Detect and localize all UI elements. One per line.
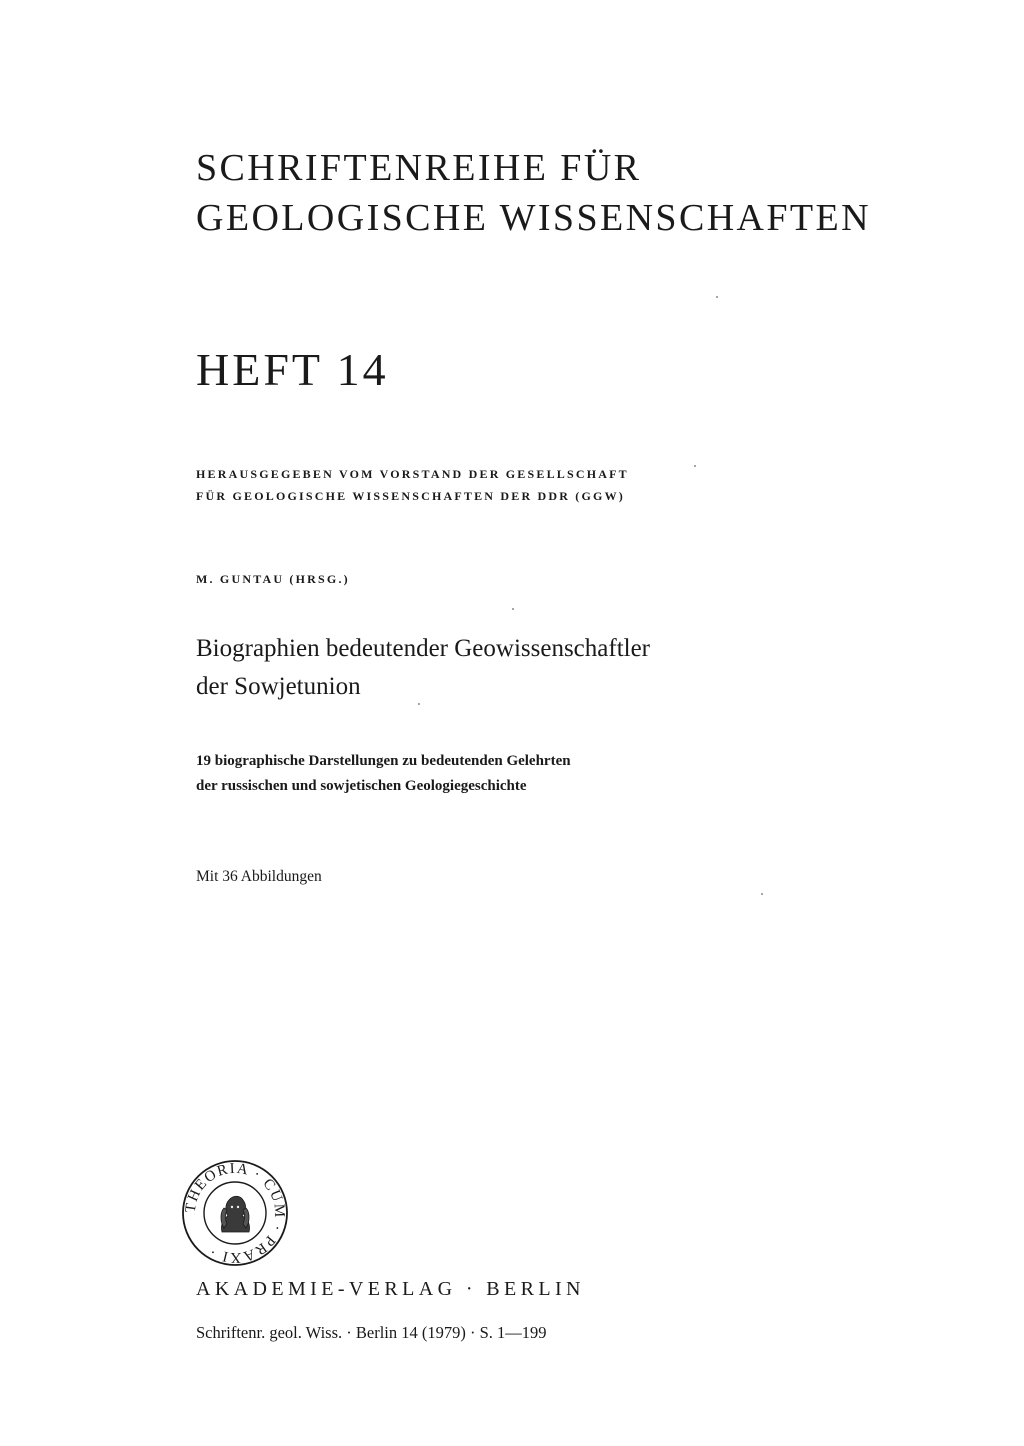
book-title [196, 630, 650, 706]
published-by-line-1: HERAUSGEGEBEN VOM VORSTAND DER GESELLSCHAFT [196, 467, 629, 481]
description-line-1: 19 biographische Darstellungen zu bedeutenden Gelehrten [196, 753, 571, 769]
published-by-line-2: FÜR GEOLOGISCHE WISSENSCHAFTEN DER DDR (GGW) [196, 489, 625, 503]
publisher-imprint: AKADEMIE-VERLAG · BERLIN [196, 1278, 585, 1300]
published-by [196, 463, 629, 507]
series-title-line-2: GEOLOGISCHE WISSENSCHAFTEN [196, 197, 872, 239]
series-title [196, 143, 871, 243]
description-line-2: der russischen und sowjetischen Geologiegeschichte [196, 778, 527, 794]
publisher-seal-icon [180, 1158, 290, 1268]
scan-speck [716, 296, 718, 298]
svg-text:THEORIA · CUM · PRAXI ·: THEORIA · CUM · PRAXI · [182, 1160, 288, 1266]
scan-speck [694, 465, 696, 467]
series-title-line-1: SCHRIFTENREIHE FÜR [196, 147, 642, 189]
citation: Schriftenr. geol. Wiss. · Berlin 14 (1979) · S. 1—199 [196, 1323, 547, 1342]
scan-speck [418, 703, 420, 705]
scan-speck [512, 608, 514, 610]
issue-number: HEFT 14 [196, 344, 389, 395]
book-title-line-1: Biographien bedeutender Geowissenschaftler [196, 635, 651, 662]
book-title-line-2: der Sowjetunion [196, 673, 361, 700]
book-description [196, 749, 571, 799]
editor: M. GUNTAU (HRSG.) [196, 572, 350, 586]
scan-speck [761, 893, 763, 895]
illustrations-count: Mit 36 Abbildungen [196, 868, 322, 885]
